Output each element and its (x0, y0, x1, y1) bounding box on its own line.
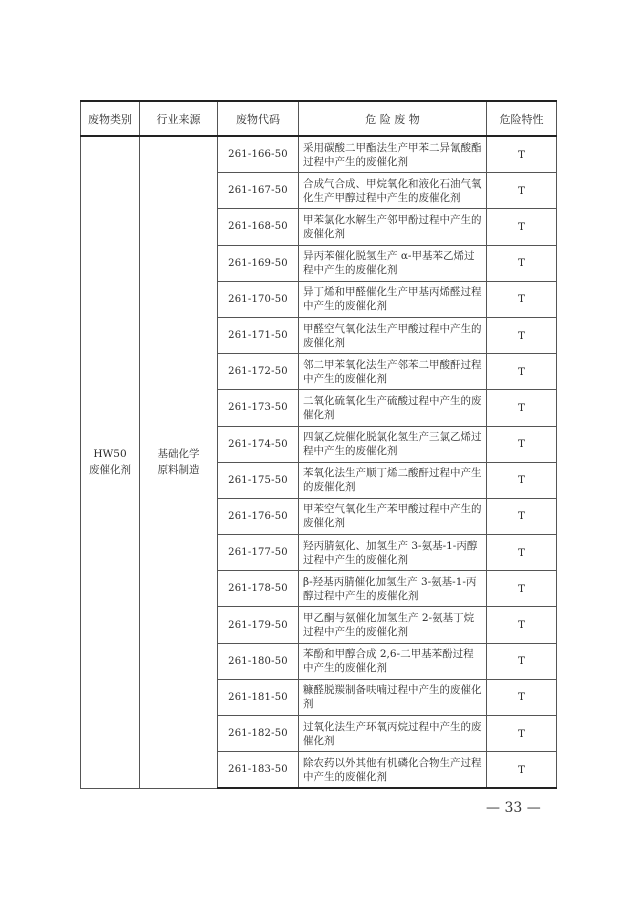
hazard-characteristic: T (487, 354, 557, 390)
table-body (81, 136, 557, 788)
hazard-characteristic: T (487, 752, 557, 789)
hazard-characteristic: T (487, 462, 557, 498)
waste-description: β-羟基丙腈催化加氢生产 3-氨基-1-丙醇过程中产生的废催化剂 (299, 571, 487, 607)
waste-description: 糠醛脱羰制备呋喃过程中产生的废催化剂 (299, 679, 487, 715)
header-code: 废物代码 (218, 101, 299, 136)
waste-description: 羟丙腈氨化、加氢生产 3-氨基-1-丙醇过程中产生的废催化剂 (299, 535, 487, 571)
waste-code: 261-176-50 (218, 498, 299, 534)
hazard-characteristic: T (487, 390, 557, 426)
industry-cell: 基础化学原料制造 (140, 136, 218, 788)
hazard-characteristic: T (487, 426, 557, 462)
header-hazard: 危险特性 (487, 101, 557, 136)
hazard-characteristic: T (487, 209, 557, 245)
waste-description: 异丙苯催化脱氢生产 α-甲基苯乙烯过程中产生的废催化剂 (299, 245, 487, 281)
hazard-characteristic: T (487, 535, 557, 571)
hazardous-waste-table (80, 100, 557, 789)
waste-code: 261-179-50 (218, 607, 299, 643)
hazard-characteristic: T (487, 716, 557, 752)
hazard-characteristic: T (487, 571, 557, 607)
waste-code: 261-180-50 (218, 643, 299, 679)
waste-description: 合成气合成、甲烷氧化和液化石油气氧化生产甲醇过程中产生的废催化剂 (299, 173, 487, 209)
waste-description: 除农药以外其他有机磷化合物生产过程中产生的废催化剂 (299, 752, 487, 789)
hazard-characteristic: T (487, 136, 557, 173)
waste-code: 261-167-50 (218, 173, 299, 209)
waste-description: 苯酚和甲醇合成 2,6-二甲基苯酚过程中产生的废催化剂 (299, 643, 487, 679)
waste-description: 过氧化法生产环氧丙烷过程中产生的废催化剂 (299, 716, 487, 752)
waste-description: 四氯乙烷催化脱氯化氢生产三氯乙烯过程中产生的废催化剂 (299, 426, 487, 462)
hazard-characteristic: T (487, 498, 557, 534)
waste-code: 261-168-50 (218, 209, 299, 245)
category-code: HW50 (93, 448, 127, 461)
category-name: 废催化剂 (89, 464, 131, 477)
hazard-characteristic: T (487, 679, 557, 715)
waste-description: 采用碳酸二甲酯法生产甲苯二异氰酸酯过程中产生的废催化剂 (299, 136, 487, 173)
hazard-characteristic: T (487, 173, 557, 209)
hazard-characteristic: T (487, 643, 557, 679)
waste-description: 甲苯空气氧化生产苯甲酸过程中产生的废催化剂 (299, 498, 487, 534)
header-waste: 危 险 废 物 (299, 101, 487, 136)
waste-code: 261-182-50 (218, 716, 299, 752)
waste-code: 261-178-50 (218, 571, 299, 607)
hazard-characteristic: T (487, 281, 557, 317)
hazard-characteristic: T (487, 607, 557, 643)
hazard-characteristic: T (487, 245, 557, 281)
table-row (81, 136, 557, 173)
waste-code: 261-177-50 (218, 535, 299, 571)
waste-code: 261-170-50 (218, 281, 299, 317)
waste-description: 甲醛空气氧化法生产甲酸过程中产生的废催化剂 (299, 317, 487, 353)
waste-code: 261-181-50 (218, 679, 299, 715)
hazard-characteristic: T (487, 317, 557, 353)
waste-description: 二氧化硫氧化生产硫酸过程中产生的废催化剂 (299, 390, 487, 426)
category-cell (81, 136, 140, 788)
waste-code: 261-169-50 (218, 245, 299, 281)
waste-code: 261-173-50 (218, 390, 299, 426)
waste-code: 261-172-50 (218, 354, 299, 390)
waste-description: 甲乙酮与氨催化加氢生产 2-氨基丁烷过程中产生的废催化剂 (299, 607, 487, 643)
header-category: 废物类别 (81, 101, 140, 136)
waste-description: 甲苯氯化水解生产邻甲酚过程中产生的废催化剂 (299, 209, 487, 245)
waste-code: 261-174-50 (218, 426, 299, 462)
table-header-row (81, 101, 557, 136)
waste-code: 261-171-50 (218, 317, 299, 353)
waste-description: 异丁烯和甲醛催化生产甲基丙烯醛过程中产生的废催化剂 (299, 281, 487, 317)
page-number: — 33 — (486, 800, 541, 816)
waste-description: 邻二甲苯氧化法生产邻苯二甲酸酐过程中产生的废催化剂 (299, 354, 487, 390)
waste-description: 苯氧化法生产顺丁烯二酸酐过程中产生的废催化剂 (299, 462, 487, 498)
header-industry: 行业来源 (140, 101, 218, 136)
waste-code: 261-183-50 (218, 752, 299, 789)
waste-code: 261-175-50 (218, 462, 299, 498)
waste-code: 261-166-50 (218, 136, 299, 173)
